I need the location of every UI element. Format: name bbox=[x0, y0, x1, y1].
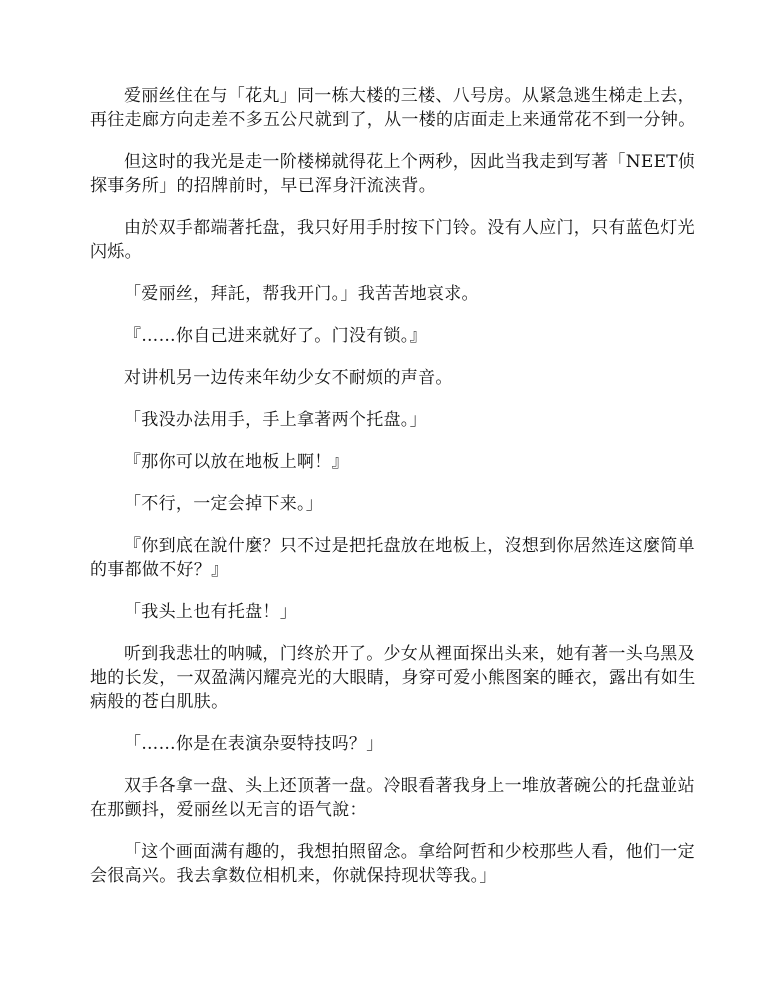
paragraph: 『你到底在說什麼？只不过是把托盘放在地板上，沒想到你居然连这麼简单的事都做不好？』 bbox=[90, 536, 695, 580]
paragraph: 「我头上也有托盘！」 bbox=[124, 602, 297, 622]
paragraph: 「这个画面满有趣的，我想拍照留念。拿给阿哲和少校那些人看，他们一定会很高兴。我去拿数位相机来，你就保持现状等我。」 bbox=[90, 842, 695, 886]
paragraph: 由於双手都端著托盘，我只好用手肘按下门铃。没有人应门，只有蓝色灯光闪烁。 bbox=[90, 218, 695, 262]
paragraph: 爱丽丝住在与「花丸」同一栋大楼的三楼、八号房。从紧急逃生梯走上去，再往走廊方向走差不多五公尺就到了，从一楼的店面走上来通常花不到一分钟。 bbox=[90, 86, 696, 130]
paragraph: 对讲机另一边传来年幼少女不耐烦的声音。 bbox=[124, 368, 453, 388]
paragraph: 「不行，一定会掉下来。」 bbox=[124, 494, 324, 514]
paragraph: 「我没办法用手，手上拿著两个托盘。」 bbox=[124, 410, 427, 430]
paragraph: 『……你自己进来就好了。门没有锁。』 bbox=[124, 326, 427, 346]
paragraph: 「……你是在表演杂耍特技吗？」 bbox=[124, 734, 384, 754]
paragraph: 『那你可以放在地板上啊！』 bbox=[124, 452, 349, 472]
paragraph: 听到我悲壮的呐喊，门终於开了。少女从裡面探出头来，她有著一头乌黑及地的长发，一双盈满闪耀亮光的大眼睛，身穿可爱小熊图案的睡衣，露出有如生病般的苍白肌肤。 bbox=[90, 644, 696, 712]
paragraph: 但这时的我光是走一阶楼梯就得花上个两秒，因此当我走到写著「NEET侦探事务所」的招牌前时，早已浑身汗流浃背。 bbox=[90, 152, 696, 196]
paragraph: 「爱丽丝，拜託，帮我开门。」我苦苦地哀求。 bbox=[124, 284, 479, 304]
paragraph: 双手各拿一盘、头上还顶著一盘。冷眼看著我身上一堆放著碗公的托盘並站在那颤抖，爱丽丝以无言的语气說： bbox=[90, 776, 695, 820]
